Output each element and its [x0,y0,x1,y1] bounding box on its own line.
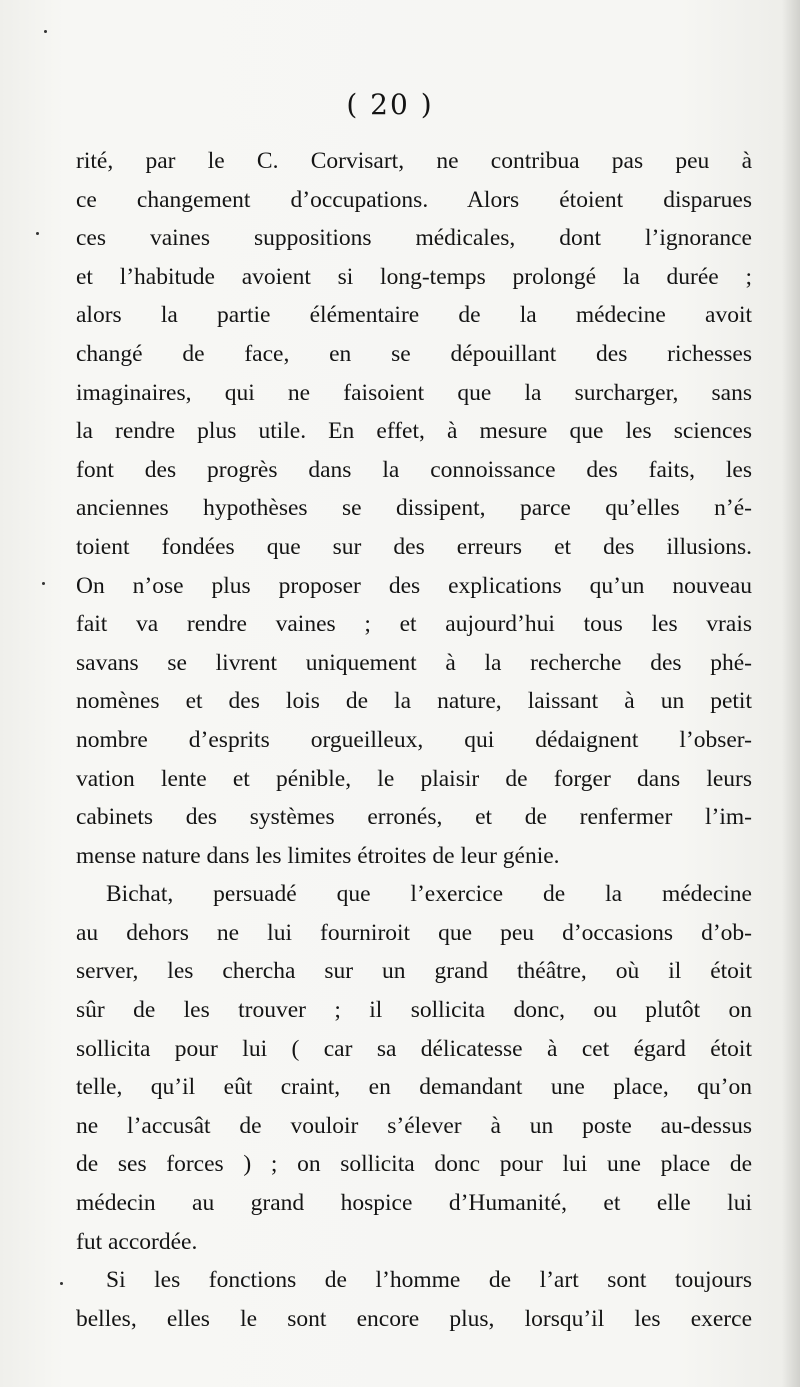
text-line: ne l’accusât de vouloir s’élever à un poste au-dessus [76,1112,752,1139]
body-text [76,142,752,1338]
print-speck [42,582,45,585]
text-line: alors la partie élémentaire de la médecine avoit [76,302,752,329]
text-line: Bichat, persuadé que l’exercice de la médecine [106,881,752,908]
text-line: et l’habitude avoient si long-temps prolongé la durée ; [76,263,752,290]
text-line: fut accordée. [76,1228,198,1255]
text-line: rité, par le C. Corvisart, ne contribua pas peu à [76,148,752,174]
text-line: fait va rendre vaines ; et aujourd’hui tous les vrais [76,611,752,638]
print-speck [60,1282,63,1285]
text-line: de ses forces ) ; on sollicita donc pour lui une place de [76,1151,752,1178]
print-speck [44,30,47,33]
text-line: vation lente et pénible, le plaisir de forger dans leurs [76,765,752,792]
text-line: nombre d’esprits orgueilleux, qui dédaignent l’obser- [76,726,752,753]
text-line: au dehors ne lui fourniroit que peu d’occasions d’ob- [76,919,752,946]
text-line: belles, elles le sont encore plus, lorsqu’il les exerce [76,1305,752,1332]
text-line: sûr de les trouver ; il sollicita donc, ou plutôt on [76,997,752,1024]
page-edge-shadow [782,0,800,1387]
text-line: ces vaines suppositions médicales, dont l’ignorance [76,225,752,252]
text-line: server, les chercha sur un grand théâtre, où il étoit [76,958,752,985]
text-line: telle, qu’il eût craint, en demandant une place, qu’on [76,1074,752,1101]
text-line: imaginaires, qui ne faisoient que la surcharger, sans [76,379,752,406]
text-line: médecin au grand hospice d’Humanité, et elle lui [76,1190,752,1217]
text-line: nomènes et des lois de la nature, laissant à un petit [76,688,752,715]
text-line: ce changement d’occupations. Alors étoient disparues [76,186,752,213]
text-line: anciennes hypothèses se dissipent, parce qu’elles n’é- [76,495,752,522]
page-number: ( 20 ) [346,88,434,121]
text-line: toient fondées que sur des erreurs et des illusions. [76,533,752,560]
text-line: font des progrès dans la connoissance des faits, les [76,456,752,483]
text-line: mense nature dans les limites étroites de leur génie. [76,842,560,869]
text-line: sollicita pour lui ( car sa délicatesse à cet égard étoit [76,1035,752,1062]
print-speck [36,232,39,235]
text-line: cabinets des systèmes erronés, et de renfermer l’im- [76,804,752,831]
text-line: On n’ose plus proposer des explications qu’un nouveau [76,572,752,599]
text-line: savans se livrent uniquement à la recherche des phé- [76,649,752,676]
text-line: Si les fonctions de l’homme de l’art sont toujours [106,1267,752,1294]
text-line: la rendre plus utile. En effet, à mesure que les sciences [76,418,752,445]
text-line: changé de face, en se dépouillant des richesses [76,340,752,367]
